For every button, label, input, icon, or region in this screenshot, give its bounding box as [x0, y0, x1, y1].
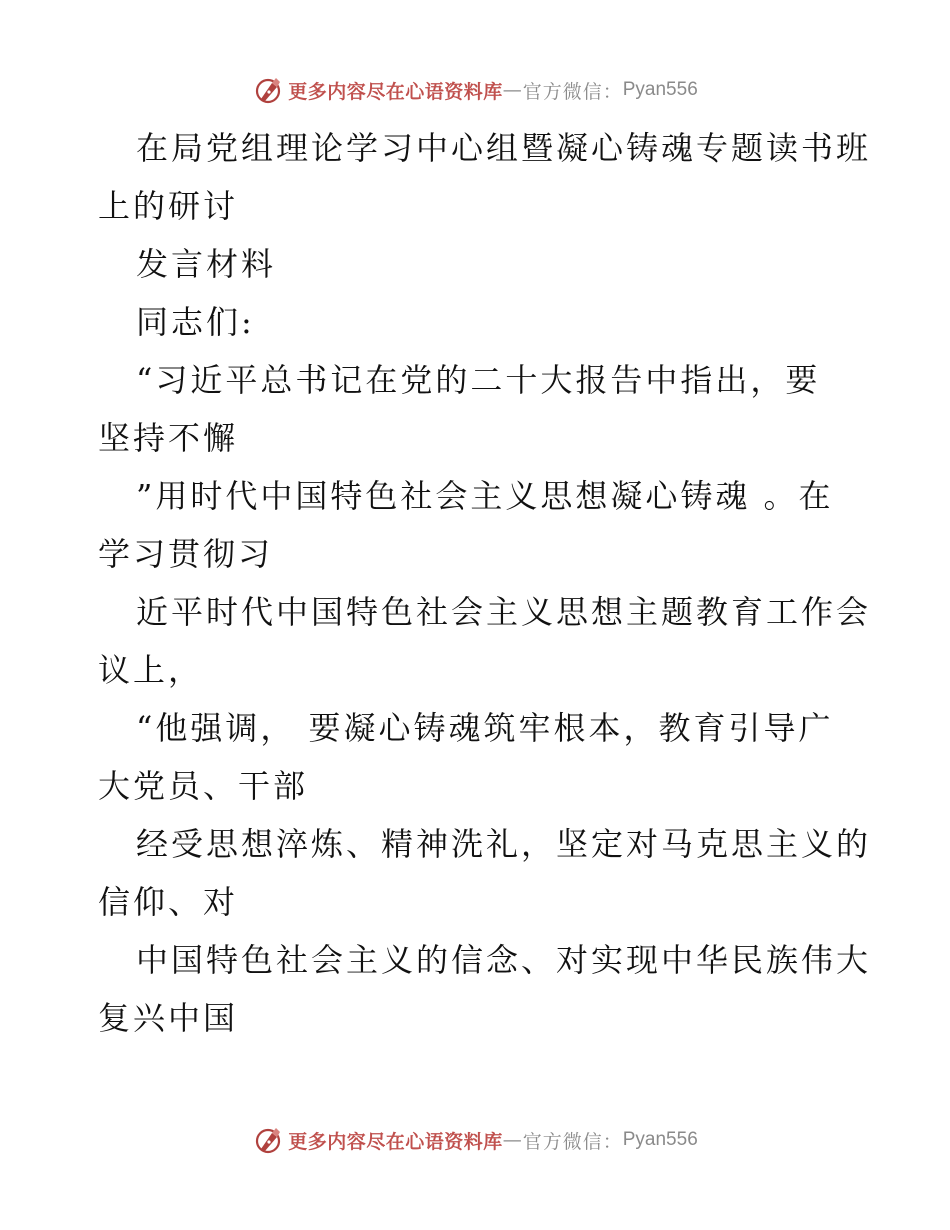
text-line: 发言材料	[136, 245, 277, 283]
text-line: 同志们:	[136, 303, 255, 341]
text-line: 学习贯彻习	[98, 535, 274, 573]
banner-brand: 更多内容尽在心语资料库	[288, 1130, 503, 1153]
text-line: “他强调， 要凝心铸魂筑牢根本，教育引导广	[136, 709, 834, 747]
text-line: 议上，	[98, 651, 204, 689]
text-line: 经受思想淬炼、精神洗礼，坚定对马克思主义的	[136, 825, 872, 863]
footer-banner	[0, 1120, 950, 1160]
text-line: 上的研讨	[98, 187, 239, 225]
banner-dash: —	[502, 1129, 523, 1151]
text-line: 大党员、干部	[98, 767, 309, 805]
text-line: 信仰、对	[98, 883, 239, 921]
text-line: 近平时代中国特色社会主义思想主题教育工作会	[136, 593, 872, 631]
banner-brand: 更多内容尽在心语资料库	[288, 80, 503, 103]
text-line: 复兴中国	[98, 999, 239, 1037]
text-line: 坚持不懈	[98, 419, 239, 457]
pen-nib-logo-icon	[252, 1124, 284, 1156]
text-line: 中国特色社会主义的信念、对实现中华民族伟大	[136, 941, 872, 979]
banner-wechat-label: 官方微信：	[522, 80, 623, 103]
pen-nib-logo-icon	[252, 74, 284, 106]
banner-wechat-id: Pyan556	[622, 79, 698, 100]
header-banner	[0, 70, 950, 110]
text-line: “习近平总书记在党的二十大报告中指出，要	[136, 361, 821, 399]
banner-wechat-id: Pyan556	[622, 1129, 698, 1150]
banner-wechat-label: 官方微信：	[522, 1130, 623, 1153]
text-line: ”用时代中国特色社会主义思想凝心铸魂 。在	[136, 477, 834, 515]
banner-dash: —	[502, 79, 523, 101]
text-line: 在局党组理论学习中心组暨凝心铸魂专题读书班	[136, 129, 872, 167]
document-body	[98, 119, 872, 1047]
